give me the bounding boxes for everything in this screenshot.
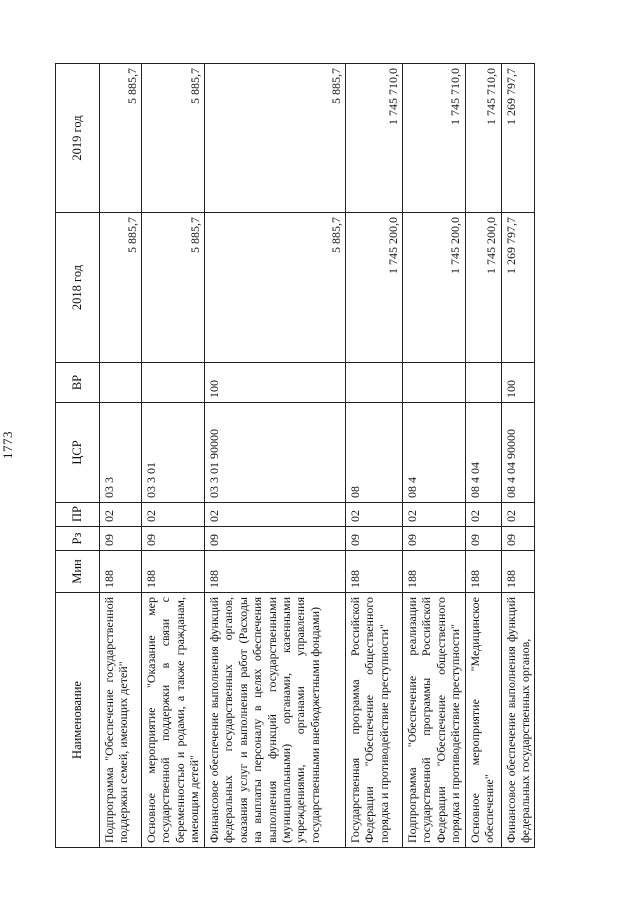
cell-name: Финансовое обеспечение выполнения функций федеральных государственных органов, xyxy=(501,593,535,848)
cell-csr: 03 3 01 90000 xyxy=(205,403,346,503)
cell-2018: 5 885,7 xyxy=(100,213,142,363)
header-min: Мин xyxy=(56,551,100,593)
cell-min: 188 xyxy=(205,551,346,593)
cell-vr xyxy=(142,363,205,403)
page-number: 1773 xyxy=(0,431,15,459)
cell-rz: 09 xyxy=(346,527,403,551)
cell-csr: 03 3 01 xyxy=(142,403,205,503)
cell-pr: 02 xyxy=(403,503,466,527)
cell-name: Основное мероприятие "Медицинское обеспечение" xyxy=(465,593,501,848)
cell-name: Основное мероприятие "Оказание мер государственной поддержки в связи с беременностью и родами, а также гражданам, имеющим детей" xyxy=(142,593,205,848)
cell-name: Подпрограмма "Обеспечение государственной поддержки семей, имеющих детей" xyxy=(100,593,142,848)
cell-rz: 09 xyxy=(501,527,535,551)
table-row xyxy=(142,64,205,848)
table-row xyxy=(205,64,346,848)
table-row xyxy=(465,64,501,848)
header-name: Наименование xyxy=(56,593,100,848)
cell-pr: 02 xyxy=(501,503,535,527)
cell-min: 188 xyxy=(100,551,142,593)
cell-rz: 09 xyxy=(142,527,205,551)
header-vr: ВР xyxy=(56,363,100,403)
cell-2019: 1 745 710,0 xyxy=(403,64,466,213)
cell-csr: 08 4 04 90000 xyxy=(501,403,535,503)
cell-csr: 08 4 xyxy=(403,403,466,503)
cell-min: 188 xyxy=(142,551,205,593)
cell-2018: 1 745 200,0 xyxy=(465,213,501,363)
cell-vr xyxy=(346,363,403,403)
cell-rz: 09 xyxy=(100,527,142,551)
table-row xyxy=(100,64,142,848)
header-csr: ЦСР xyxy=(56,403,100,503)
table-row xyxy=(346,64,403,848)
cell-rz: 09 xyxy=(403,527,466,551)
header-row xyxy=(56,64,100,848)
cell-pr: 02 xyxy=(346,503,403,527)
cell-2019: 5 885,7 xyxy=(100,64,142,213)
cell-vr xyxy=(465,363,501,403)
cell-2019: 1 269 797,7 xyxy=(501,64,535,213)
cell-pr: 02 xyxy=(205,503,346,527)
cell-csr: 08 4 04 xyxy=(465,403,501,503)
cell-pr: 02 xyxy=(465,503,501,527)
header-pr: ПР xyxy=(56,503,100,527)
cell-vr xyxy=(100,363,142,403)
cell-2019: 1 745 710,0 xyxy=(346,64,403,213)
rotated-page xyxy=(55,64,590,848)
cell-2019: 5 885,7 xyxy=(205,64,346,213)
budget-table xyxy=(55,63,535,848)
cell-2018: 1 745 200,0 xyxy=(403,213,466,363)
table-row xyxy=(403,64,466,848)
header-2019: 2019 год xyxy=(56,64,100,213)
cell-rz: 09 xyxy=(465,527,501,551)
cell-vr: 100 xyxy=(205,363,346,403)
cell-name: Государственная программа Российской Федерации "Обеспечение общественного порядка и противодействие преступности" xyxy=(346,593,403,848)
cell-pr: 02 xyxy=(100,503,142,527)
cell-csr: 08 xyxy=(346,403,403,503)
cell-2019: 1 745 710,0 xyxy=(465,64,501,213)
cell-rz: 09 xyxy=(205,527,346,551)
cell-2018: 5 885,7 xyxy=(205,213,346,363)
cell-csr: 03 3 xyxy=(100,403,142,503)
cell-vr xyxy=(403,363,466,403)
cell-pr: 02 xyxy=(142,503,205,527)
cell-2019: 5 885,7 xyxy=(142,64,205,213)
table-row xyxy=(501,64,535,848)
cell-min: 188 xyxy=(403,551,466,593)
cell-min: 188 xyxy=(465,551,501,593)
cell-2018: 1 745 200,0 xyxy=(346,213,403,363)
header-2018: 2018 год xyxy=(56,213,100,363)
header-rz: Рз xyxy=(56,527,100,551)
cell-min: 188 xyxy=(346,551,403,593)
cell-vr: 100 xyxy=(501,363,535,403)
cell-min: 188 xyxy=(501,551,535,593)
cell-name: Подпрограмма "Обеспечение реализации государственной программы Российской Федерации "Обеспечение общественного порядка и противодействие преступности" xyxy=(403,593,466,848)
cell-name: Финансовое обеспечение выполнения функций федеральных государственных органов, оказания услуг и выполнения работ (Расходы на выплаты персоналу в целях обеспечения выполнения функций государственными (муниципальными) органами, казенными учреждениями, органами управления государственными внебюджетными фондами) xyxy=(205,593,346,848)
cell-2018: 1 269 797,7 xyxy=(501,213,535,363)
cell-2018: 5 885,7 xyxy=(142,213,205,363)
